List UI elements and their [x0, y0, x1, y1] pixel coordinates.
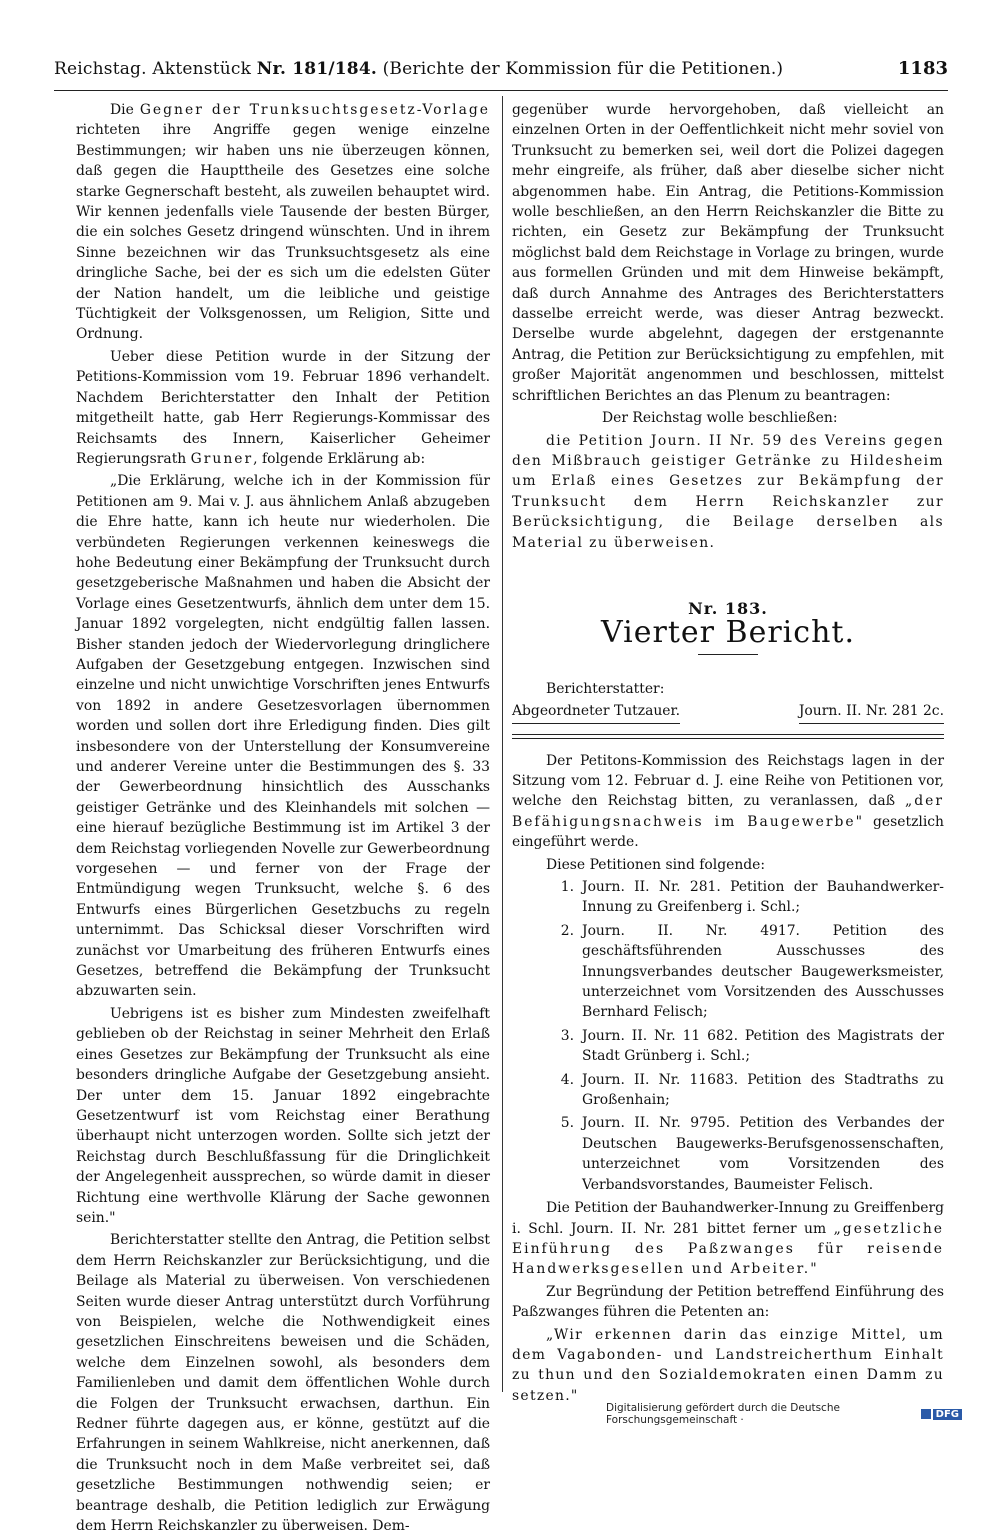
page-number: 1183	[897, 58, 948, 79]
header-rule	[54, 90, 948, 91]
reporter-journal: Journ. II. Nr. 281 2c.	[799, 701, 944, 723]
list-item: 2. Journ. II. Nr. 4917. Petition des geschäftsführenden Ausschusses des Innungsverbandes deutscher Baugewerksmeister, unterzeichnet vom Vorsitzenden des Ausschusses Bernhard Felisch;	[560, 922, 944, 1021]
column-divider	[502, 96, 503, 1392]
header-number: Nr. 181/184.	[256, 59, 377, 79]
right-column	[512, 100, 944, 1408]
credit-text: Digitalisierung gefördert durch die Deutsche Forschungsgemeinschaft ·	[606, 1402, 840, 1426]
title-rule	[698, 654, 758, 655]
dfg-logo-icon: DFG	[921, 1409, 962, 1420]
left-paragraph-2: Ueber diese Petition wurde in der Sitzung der Petitions-Kommission vom 19. Februar 1896 verhandelt. Nachdem Berichterstatter den Inhalt der Petition mitgetheilt hatte, gab Herr Regierungs-Kommissar des Reichsamts des Innern, Kaiserlicher Geheimer Regierungsrath Gruner, folgende Erklärung ab:	[76, 348, 490, 467]
header-title	[54, 59, 783, 79]
right-paragraph-1: gegenüber wurde hervorgehoben, daß vielleicht an einzelnen Orten in der Oeffentlichkeit nicht mehr soviel von Trunksucht zu bemerken sei, weil dort die Polizei dagegen mehr eingreife, als früher, daß aber dieselbe sicher nicht abgenommen habe. Ein Antrag, die Petitions-Kommission wolle beschließen, an den Herrn Reichskanzler die Bitte zu richten, ein Gesetz zur Bekämpfung der Trunksucht möglichst bald dem Reichstage in Vorlage zu bringen, wurde aus formellen Gründen und mit dem Hinweise bekämpft, daß durch Annahme des Antrages des Berichterstatters dasselbe erreicht werde, was dieser Antrag bezweckt. Derselbe wurde abgelehnt, dagegen der erstgenannte Antrag, die Petition zur Berücksichtigung zu empfehlen, mit großer Majorität angenommen und beschlossen, mittelst schriftlichen Berichtes an das Plenum zu beantragen:	[512, 102, 944, 404]
left-paragraph-1: Die Gegner der Trunksuchtsgesetz-Vorlage richteten ihre Angriffe gegen wenige einzelne Bestimmungen; wir haben uns nie überzeugen können, daß gegen die Haupttheile des Gesetzes eine solche starke Gegnerschaft besteht, als zuweilen behauptet wird. Wir kennen jedenfalls viele Tausende der besten Bürger, die ein solches Gesetz dringend wünschten. Und in ihrem Sinne bezeichnen wir das Trunksuchtsgesetz als eine dringliche Sache, bei der es sich um die edelsten Güter der Nation handelt, um die leibliche und geistige Tüchtigkeit der Volksgenossen, um Religion, Sitte und Ordnung.	[76, 102, 490, 343]
left-column	[76, 100, 490, 1538]
petition-list	[512, 877, 944, 1195]
list-item: 4. Journ. II. Nr. 11683. Petition des Stadtraths zu Großenhain;	[560, 1071, 944, 1109]
double-rule	[512, 734, 944, 739]
running-header	[54, 58, 948, 88]
left-paragraph-3: Berichterstatter stellte den Antrag, die Petition selbst dem Herrn Reichskanzler zur Berücksichtigung, und die Beilage als Material zu überweisen. Von verschiedenen Seiten wurde dieser Antrag unterstützt durch Vorführung von Beispielen, welche die Nothwendigkeit eines gesetzlichen Einschreitens beweisen und die Schäden, welche dem Einzelnen sowohl, als besonders dem Familienleben und damit dem öffentlichen Wohle durch die Folgen der Trunksucht erwachsen, darthun. Ein Redner führte dagegen aus, er könne, gestützt auf die Erfahrungen in seinem Wahlkreise, nicht anerkennen, daß die Trunksucht noch in dem Maße verbreitet sei, daß gesetzliche Bestimmungen nothwendig seien; er beantrage deshalb, die Petition lediglich zur Erwägung dem Herrn Reichskanzler zu überweisen. Dem-	[76, 1232, 490, 1535]
reporter-line	[512, 701, 944, 729]
government-statement-1: „Die Erklärung, welche ich in der Kommission für Petitionen am 9. Mai v. J. aus ähnlichem Anlaß abzugeben die Ehre hatte, kann ich heute nur wiederholen. Die verbündeten Regierungen verkennen keineswegs die hohe Bedeutung einer Bekämpfung der Trunksucht durch gesetzgeberische Maßnahmen und haben die Absicht der Vorlage eines Gesetzentwurfs, ähnlich dem unter dem 15. Januar 1892 vorgelegten, nicht endgültig fallen lassen. Bisher standen jedoch der Wiedervorlegung dringlichere Aufgaben der Gesetzgebung entgegen. Inzwischen sind einzelne und nicht unwichtige Vorschriften jenes Entwurfs von 1892 in andere Gesetzesvorlagen übernommen worden und sollen dort ihre Erledigung finden. Dies gilt insbesondere von der Unterstellung der Konsumvereine und anderer Vereine unter die Bestimmungen des §. 33 der Gewerbeordnung hinsichtlich des Ausschanks geistiger Getränke und des Kleinhandels mit solchen — eine hierauf bezügliche Bestimmung ist im Artikel 3 der dem Reichstag vorliegenden Novelle zur Gewerbeordnung vorgesehen — und ferner von der Frage der Entmündigung wegen Trunksucht, welche §. 6 des Entwurfs eines Bürgerlichen Gesetzbuchs zu regeln unternimmt. Das Schicksal dieser Vorschriften wird zunächst vor Umarbeitung des früheren Entwurfs eines Gesetzes, betreffend die Bekämpfung der Trunksucht abzuwarten sein.	[76, 473, 490, 1000]
digitization-credit	[606, 1402, 962, 1426]
reporter-name: Abgeordneter Tutzauer.	[512, 701, 680, 723]
reporter-label: Berichterstatter:	[546, 680, 665, 697]
list-item: 3. Journ. II. Nr. 11 682. Petition des Magistrats der Stadt Grünberg i. Schl.;	[560, 1027, 944, 1065]
header-subtitle: (Berichte der Kommission für die Petitionen.)	[382, 59, 784, 79]
document-number: Nr. 183.	[688, 598, 768, 618]
report-title: Vierter Bericht.	[601, 615, 855, 651]
motion-body: die Petition Journ. II Nr. 59 des Vereins gegen den Mißbrauch geistiger Getränke zu Hildesheim um Erlaß eines Gesetzes zur Bekämpfung der Trunksucht dem Herrn Reichskanzler zur Berücksichtigung, die Beilage derselben als Material zu überweisen.	[512, 432, 944, 551]
right-paragraph-4: Zur Begründung der Petition betreffend Einführung des Paßzwanges führen die Petenten an:	[512, 1283, 944, 1321]
motion-lead: Der Reichstag wolle beschließen:	[602, 410, 838, 427]
petition-list-intro: Diese Petitionen sind folgende:	[546, 856, 766, 873]
right-paragraph-3: Die Petition der Bauhandwerker-Innung zu Greiffenberg i. Schl. Journ. II. Nr. 281 bittet ferner um „gesetzliche Einführung des Paßzwanges für reisende Handwerksgesellen und Arbeiter."	[512, 1200, 944, 1278]
right-paragraph-2: Der Petitons-Kommission des Reichstags lagen in der Sitzung vom 12. Februar d. J. eine Reihe von Petitionen vor, welche den Reichstag bitten, zu veranlassen, daß „der Befähigungsnachweis im Baugewerbe" gesetzlich eingeführt werde.	[512, 752, 944, 851]
government-statement-2: Uebrigens ist es bisher zum Mindesten zweifelhaft geblieben ob der Reichstag in seiner Mehrheit den Erlaß eines Gesetzes zur Bekämpfung der Trunksucht als eine besonders dringliche Aufgabe der Gesetzgebung ansieht. Der unter dem 15. Januar 1892 eingebrachte Gesetzentwurf ist vom Reichstag einer Berathung überhaupt nicht unterzogen worden. Sollte sich jetzt der Reichstag durch Beschlußfassung für die Dringlichkeit der Angelegenheit aussprechen, so würde damit in dieser Richtung eine werthvolle Klärung der Sache gewonnen sein."	[76, 1005, 490, 1226]
petitioners-quote: „Wir erkennen darin das einzige Mittel, um dem Vagabonden- und Landstreicherthum Einhalt zu thun und den Sozialdemokraten einen Damm zu setzen."	[512, 1326, 944, 1404]
list-item: 1. Journ. II. Nr. 281. Petition der Bauhandwerker-Innung zu Greifenberg i. Schl.;	[560, 879, 944, 916]
list-item: 5. Journ. II. Nr. 9795. Petition des Verbandes der Deutschen Baugewerks-Berufsgenossenschaften, unterzeichnet vom Vorsitzenden des Verbandsvorstandes, Baumeister Felisch.	[560, 1115, 944, 1193]
header-prefix: Reichstag. Aktenstück	[54, 59, 257, 79]
